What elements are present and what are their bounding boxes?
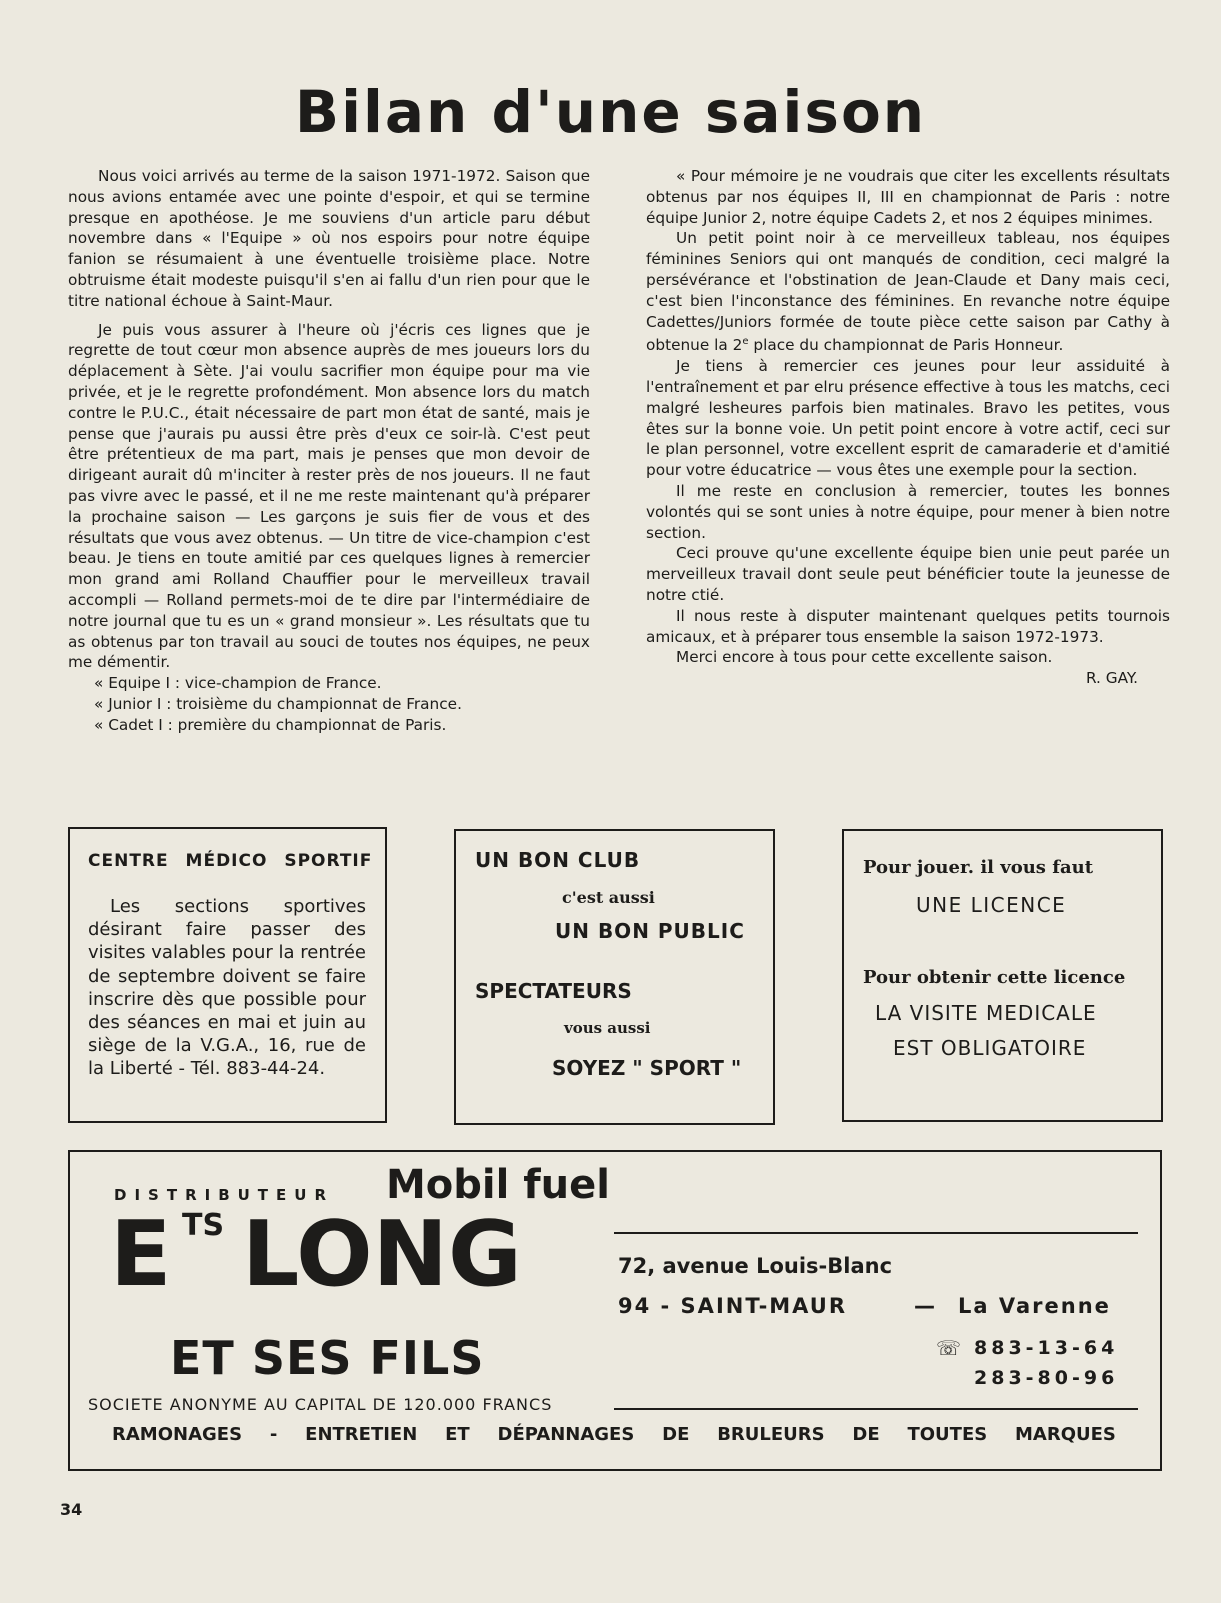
club-line-1: UN BON CLUB xyxy=(475,848,641,872)
phone-number-1: 883-13-64 xyxy=(974,1337,1119,1359)
licence-line-3: Pour obtenir cette licence xyxy=(863,967,1126,988)
company-name: LONG xyxy=(242,1202,522,1307)
divider xyxy=(614,1408,1138,1410)
licence-line-2: UNE LICENCE xyxy=(916,893,1067,917)
service-word: TOUTES xyxy=(907,1424,988,1445)
good-club-box xyxy=(454,829,775,1125)
page-number: 34 xyxy=(60,1500,83,1519)
article-paragraph: Je puis vous assurer à l'heure où j'écris ces lignes que je regrette de tout cœur mon absence auprès de mes joueurs lors du déplacement à Sète. J'ai voulu sacrifier mon équipe pour ma vie privée, et je le regrette profondément. Mon absence lors du match contre le P.U.C., était nécessaire de part mon état de santé, mais je pense que j'aurais pu aussi être près d'eux ce soir-là. C'est peut être prétentieux de ma part, mais je penses que mon devoir de dirigeant aurait dû m'inciter à rester près de nos joueurs. Il ne faut pas vivre avec le passé, et il ne me reste maintenant qu'à préparer la prochaine saison — Les garçons je suis fier de vous et des résultats que vous avez obtenus. — Un titre de vice-champion c'est beau. Je tiens en toute amitié par ces quelques lignes à remercier mon grand ami Rolland Chauffier pour le merveilleux travail accompli — Rolland permets-moi de te dire par l'intermédiaire de notre journal que tu es un « grand monsieur ». Les résultats que tu as obtenus par ton travail au souci de toutes nos équipes, ne peux me démentir. xyxy=(68,320,590,672)
licence-line-5: EST OBLIGATOIRE xyxy=(893,1036,1087,1060)
services-line xyxy=(112,1424,1116,1445)
service-word: DÉPANNAGES xyxy=(497,1424,635,1445)
result-line: « Cadet I : première du championnat de Paris. xyxy=(94,715,447,734)
address-line-2: 94 - SAINT-MAUR xyxy=(618,1294,848,1318)
result-line: « Equipe I : vice-champion de France. xyxy=(94,674,382,693)
article-left-column xyxy=(68,166,590,736)
article-paragraph: Ceci prouve qu'une excellente équipe bien unie peut parée un merveilleux travail dont seule peut bénéficier toute la jeunesse de notre ctié. xyxy=(646,544,1170,605)
service-word: ENTRETIEN xyxy=(305,1424,418,1445)
article-paragraph: Je tiens à remercier ces jeunes pour leur assiduité à l'entraînement et par elru présence effective à tous les matchs, ceci malgré lesheures parfois bien matinales. Bravo les petites, vous êtes sur la bonne voie. Un petit point encore à votre actif, ceci sur le plan personnel, votre excellent esprit de camaraderie et d'amitié pour votre éducatrice — vous êtes une exemple pour la section. xyxy=(646,357,1170,480)
company-subname: ET SES FILS xyxy=(170,1331,485,1385)
club-line-5: vous aussi xyxy=(564,1019,651,1037)
medical-centre-title: CENTRE MÉDICO SPORTIF xyxy=(88,851,373,871)
club-line-3: UN BON PUBLIC xyxy=(555,919,745,943)
page-title: Bilan d'une saison xyxy=(294,78,927,146)
article-paragraph: Il me reste en conclusion à remercier, toutes les bonnes volontés qui se sont unies à notre équipe, pour mener à bien notre section. xyxy=(646,482,1170,542)
address-town: La Varenne xyxy=(958,1294,1111,1318)
ets-letter: E xyxy=(110,1202,172,1307)
article-paragraph xyxy=(646,228,1170,356)
distributeur-label: DISTRIBUTEUR xyxy=(114,1186,335,1204)
licence-line-4: LA VISITE MEDICALE xyxy=(875,1001,1097,1025)
long-advertisement xyxy=(68,1150,1162,1471)
service-word: BRULEURS xyxy=(717,1424,825,1445)
licence-line-1: Pour jouer. il vous faut xyxy=(863,857,1094,878)
club-line-6: SOYEZ " SPORT " xyxy=(552,1056,742,1080)
phone-icon: ☏ xyxy=(936,1336,962,1360)
club-line-2: c'est aussi xyxy=(562,888,655,907)
service-word: MARQUES xyxy=(1015,1424,1116,1445)
brand-name: Mobil fuel xyxy=(386,1162,610,1208)
article-text: place du championnat de Paris Honneur. xyxy=(748,336,1064,355)
article-paragraph: Il nous reste à disputer maintenant quelques petits tournois amicaux, et à préparer tous ensemble la saison 1972-1973. xyxy=(646,606,1170,646)
phone-number-2: 283-80-96 xyxy=(974,1367,1119,1389)
article-right-column xyxy=(646,166,1170,689)
service-word: RAMONAGES xyxy=(112,1424,243,1445)
divider xyxy=(614,1232,1138,1234)
article-paragraph: Nous voici arrivés au terme de la saison 1971-1972. Saison que nous avions entamée avec une pointe d'espoir, et qui se termine presque en apothéose. Je me souviens d'un article paru début novembre dans « l'Equipe » où nos espoirs pour notre équipe fanion se résumaient à une éventuelle troisième place. Notre obtruisme était modeste puisqu'il s'en ai fallu d'un rien pour que le titre national échoue à Saint-Maur. xyxy=(68,167,590,310)
medical-centre-text: Les sections sportives désirant faire passer des visites valables pour la rentrée de septembre doivent se faire inscrire dès que possible pour des séances en mai et juin au siège de la V.G.A., 16, rue de la Liberté - Tél. 883-44-24. xyxy=(88,896,366,1080)
address-line-1: 72, avenue Louis-Blanc xyxy=(618,1254,893,1278)
medical-centre-box xyxy=(68,827,387,1123)
licence-box xyxy=(842,829,1163,1122)
service-word: - xyxy=(269,1424,278,1445)
club-line-4: SPECTATEURS xyxy=(475,979,632,1003)
signature: R. GAY. xyxy=(1085,669,1138,688)
ets-superscript: TS xyxy=(182,1208,225,1243)
article-paragraph: « Pour mémoire je ne voudrais que citer les excellents résultats obtenus par nos équipes II, III en championnat de Paris : notre équipe Junior 2, notre équipe Cadets 2, et nos 2 équipes minimes. xyxy=(646,167,1170,227)
superscript: e xyxy=(742,336,749,348)
service-word: ET xyxy=(445,1424,470,1445)
result-line: « Junior I : troisième du championnat de France. xyxy=(94,694,462,713)
article-text: Un petit point noir à ce merveilleux tableau, nos équipes féminines Seniors qui ont manqués de condition, ceci malgré la persévérance et l'obstination de Jean-Claude et Dany mais ceci, c'est bien l'inconstance des féminines. En revanche notre équipe Cadettes/Juniors formée de toute pièce cette saison par Cathy à obtenue la 2 xyxy=(646,229,1170,355)
address-dash: — xyxy=(914,1294,935,1318)
article-paragraph: Merci encore à tous pour cette excellente saison. xyxy=(676,648,1053,667)
service-word: DE xyxy=(662,1424,690,1445)
service-word: DE xyxy=(852,1424,880,1445)
company-capital: SOCIETE ANONYME AU CAPITAL DE 120.000 FRANCS xyxy=(88,1395,553,1414)
